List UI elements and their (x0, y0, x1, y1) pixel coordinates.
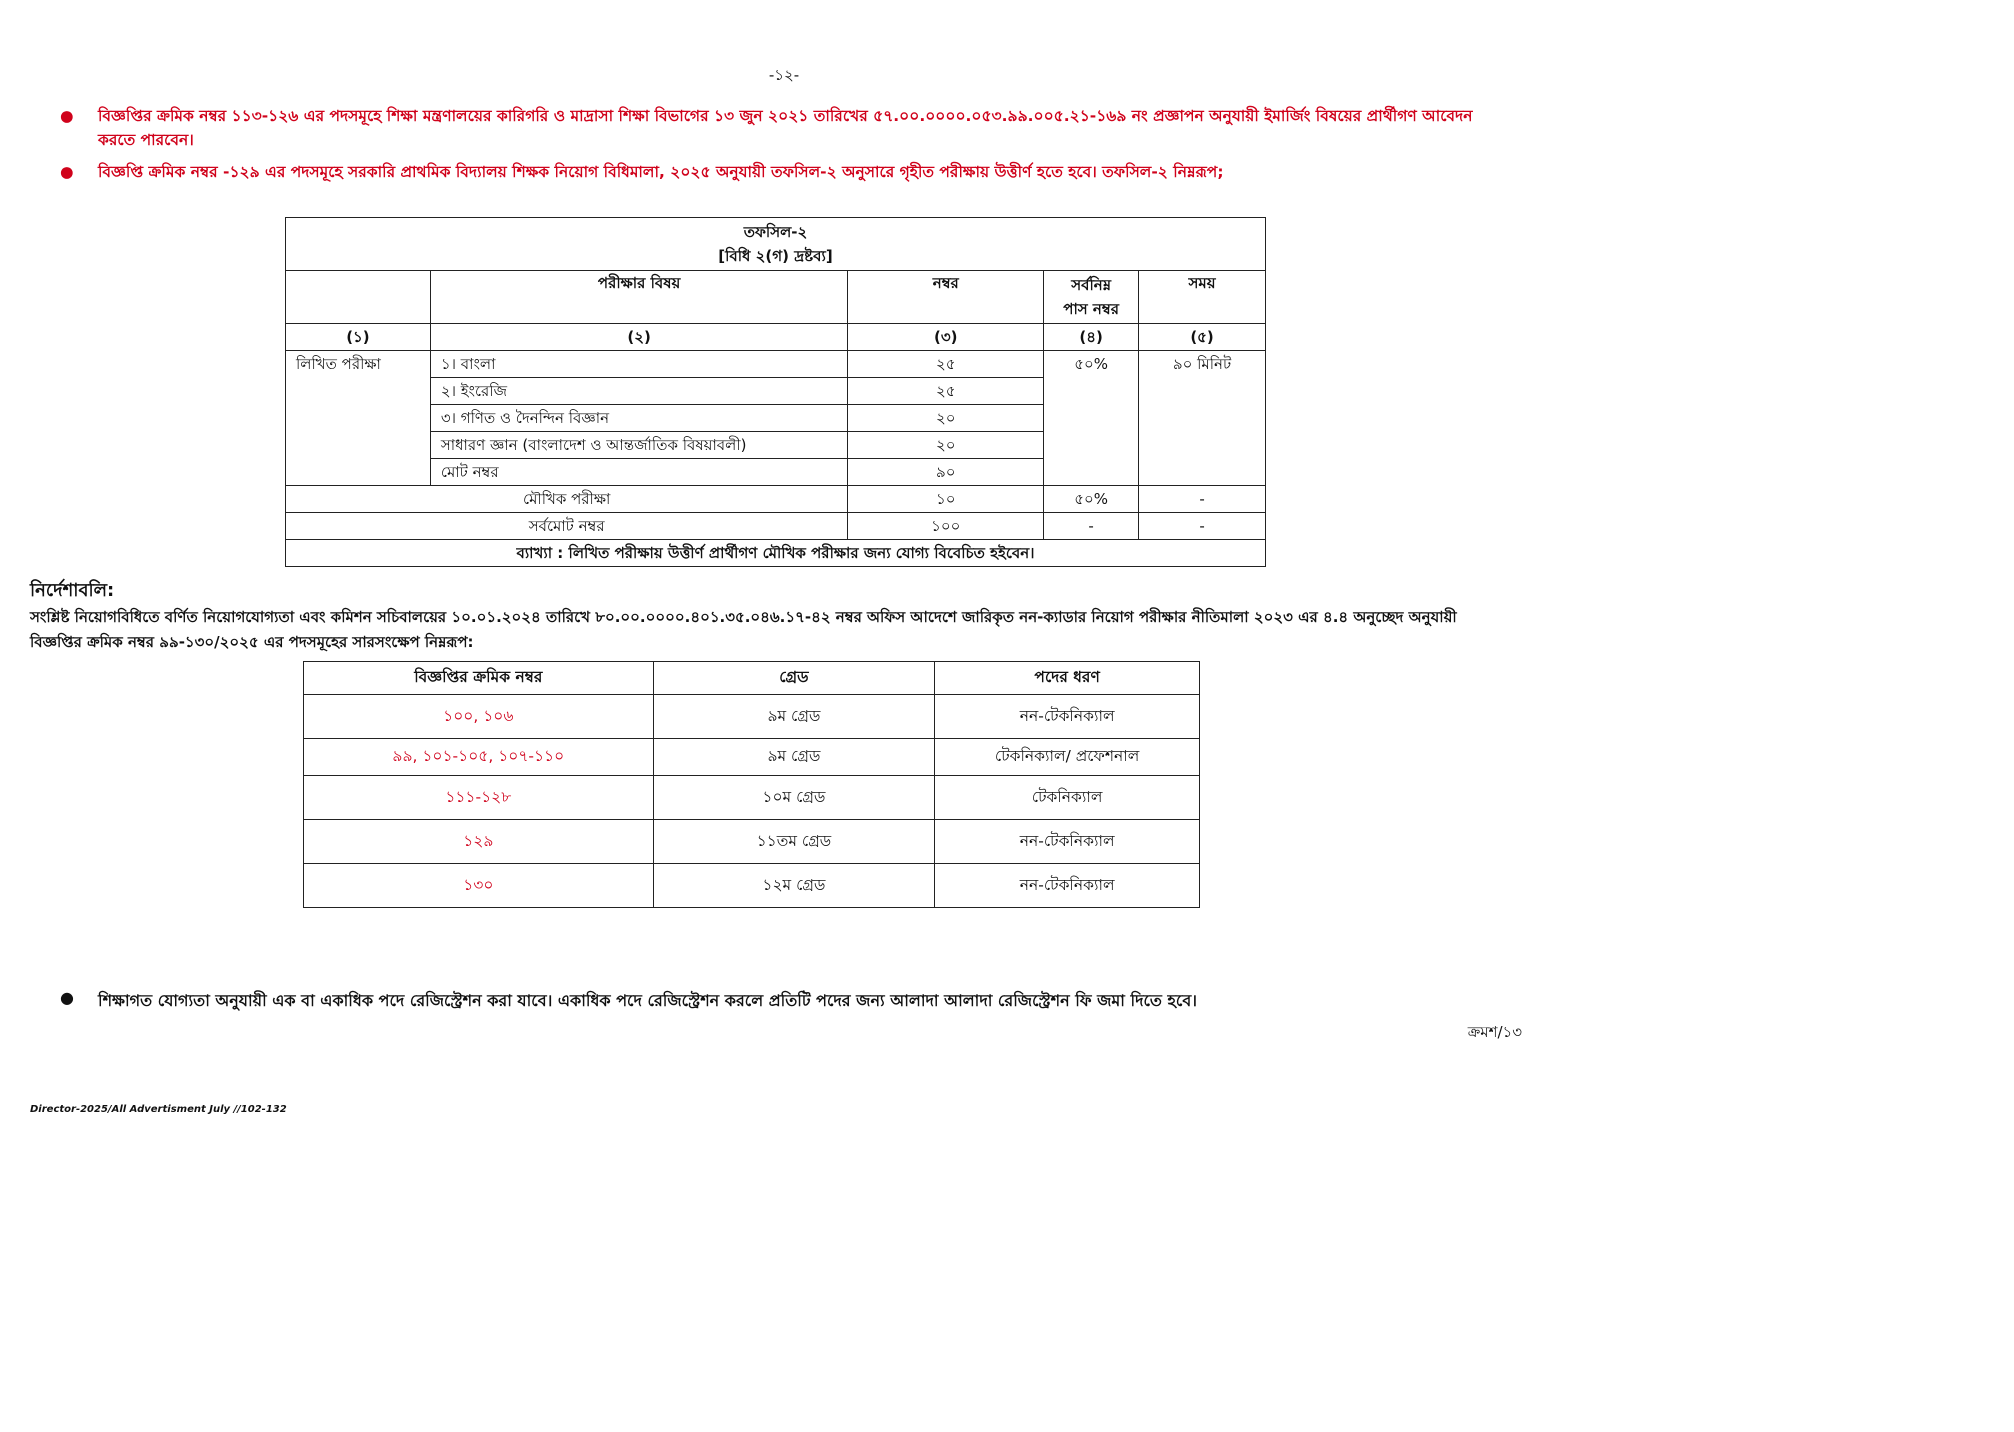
schedule-table (285, 217, 1266, 567)
oral-exam-label: মৌখিক পরীক্ষা (286, 486, 848, 513)
marks-cell: ১০০ (848, 513, 1044, 540)
table-header-cell: পদের ধরণ (935, 662, 1200, 695)
total-pass-mark: - (1044, 513, 1139, 540)
header-line: সর্বনিম্ন (1071, 276, 1112, 294)
bullet-dot-icon: ● (60, 988, 74, 1007)
grade-cell: ১২ম গ্রেড (653, 864, 935, 908)
schedule-title: তফসিল-২ (743, 223, 808, 241)
post-type-cell: নন-টেকনিক্যাল (935, 695, 1200, 739)
column-number: (২) (430, 324, 848, 351)
table-row (304, 820, 1200, 864)
bullet-dot-icon: ● (60, 107, 74, 125)
bullet-item-schedule (60, 160, 1500, 184)
post-type-cell: নন-টেকনিক্যাল (935, 864, 1200, 908)
subject-cell: ৩। গণিত ও দৈনন্দিন বিজ্ঞান (430, 405, 848, 432)
column-number: (৫) (1139, 324, 1266, 351)
written-pass-mark: ৫০% (1044, 351, 1139, 486)
column-number-row (286, 324, 1266, 351)
grade-cell: ৯ম গ্রেড (653, 695, 935, 739)
table-header-cell (1044, 271, 1139, 324)
total-time: - (1139, 513, 1266, 540)
table-row (304, 739, 1200, 776)
table-row (304, 695, 1200, 739)
continued-label: ক্রমশ/১৩ (1467, 1023, 1522, 1041)
table-row (304, 776, 1200, 820)
marks-cell: ২৫ (848, 378, 1044, 405)
schedule-title-row (286, 218, 1266, 271)
note-row (286, 540, 1266, 567)
footer-reference: Director-2025/All Advertisment July //102-132 (30, 1104, 287, 1115)
table-header-cell: সময় (1139, 271, 1266, 324)
summary-header-row (304, 662, 1200, 695)
oral-time: - (1139, 486, 1266, 513)
serial-cell: ৯৯, ১০১-১০৫, ১০৭-১১০ (304, 739, 654, 776)
schedule-title-cell (286, 218, 1266, 271)
post-type-cell: নন-টেকনিক্যাল (935, 820, 1200, 864)
serial-cell: ১৩০ (304, 864, 654, 908)
post-type-cell: টেকনিক্যাল (935, 776, 1200, 820)
schedule-header-row (286, 271, 1266, 324)
column-number: (৪) (1044, 324, 1139, 351)
schedule-note: ব্যাখ্যা : লিখিত পরীক্ষায় উত্তীর্ণ প্রার্থীগণ মৌখিক পরীক্ষার জন্য যোগ্য বিবেচিত হইবেন। (286, 540, 1266, 567)
total-label: সর্বমোট নম্বর (286, 513, 848, 540)
bullet-text: শিক্ষাগত যোগ্যতা অনুযায়ী এক বা একাধিক পদে রেজিস্ট্রেশন করা যাবে। একাধিক পদে রেজিস্ট্রেশন করলে প্রতিটি পদের জন্য আলাদা আলাদা রেজিস্ট্রেশন ফি জমা দিতে হবে। (98, 991, 1197, 1010)
written-exam-label: লিখিত পরীক্ষা (286, 351, 431, 486)
subject-cell: ২। ইংরেজি (430, 378, 848, 405)
table-header-cell: পরীক্ষার বিষয় (430, 271, 848, 324)
column-number: (৩) (848, 324, 1044, 351)
table-row (286, 486, 1266, 513)
grade-cell: ১১তম গ্রেড (653, 820, 935, 864)
subject-cell: সাধারণ জ্ঞান (বাংলাদেশ ও আন্তর্জাতিক বিষয়াবলী) (430, 432, 848, 459)
table-header-cell: নম্বর (848, 271, 1044, 324)
marks-cell: ২৫ (848, 351, 1044, 378)
serial-cell: ১২৯ (304, 820, 654, 864)
post-type-cell: টেকনিক্যাল/ প্রফেশনাল (935, 739, 1200, 776)
page-number: -১২- (768, 66, 800, 84)
subject-cell: মোট নম্বর (430, 459, 848, 486)
grade-cell: ৯ম গ্রেড (653, 739, 935, 776)
marks-cell: ১০ (848, 486, 1044, 513)
serial-cell: ১১১-১২৮ (304, 776, 654, 820)
schedule-subtitle: [বিধি ২(গ) দ্রষ্টব্য] (718, 247, 833, 265)
bullet-item-emerging (60, 104, 1500, 152)
bullet-item-registration (60, 988, 1500, 1015)
written-time: ৯০ মিনিট (1139, 351, 1266, 486)
oral-pass-mark: ৫০% (1044, 486, 1139, 513)
table-row (286, 351, 1266, 378)
subject-cell: ১। বাংলা (430, 351, 848, 378)
header-line: পাস নম্বর (1063, 300, 1119, 318)
marks-cell: ২০ (848, 405, 1044, 432)
guidelines-body: সংশ্লিষ্ট নিয়োগবিধিতে বর্ণিত নিয়োগযোগ্যতা এবং কমিশন সচিবালয়ের ১০.০১.২০২৪ তারিখে ৮০.০০.০০০০.৪০১.৩৫.০৪৬.১৭-৪২ নম্বর অফিস আদেশে জারিকৃত নন-ক্যাডার নিয়োগ পরীক্ষার নীতিমালা ২০২৩ এর ৪.৪ অনুচ্ছেদ অনুযায়ী বিজ্ঞপ্তির ক্রমিক নম্বর ৯৯-১৩০/২০২৫ এর পদসমূহের সারসংক্ষেপ নিম্নরূপ: (30, 608, 1457, 651)
table-header-cell: গ্রেড (653, 662, 935, 695)
serial-cell: ১০০, ১০৬ (304, 695, 654, 739)
bullet-text: বিজ্ঞপ্তি ক্রমিক নম্বর -১২৯ এর পদসমূহে সরকারি প্রাথমিক বিদ্যালয় শিক্ষক নিয়োগ বিধিমালা, ২০২৫ অনুযায়ী তফসিল-২ অনুসারে গৃহীত পরীক্ষায় উত্তীর্ণ হতে হবে। তফসিল-২ নিম্নরূপ; (98, 163, 1224, 181)
guidelines-title: নির্দেশাবলি: (30, 580, 115, 601)
bullet-text: বিজ্ঞপ্তির ক্রমিক নম্বর ১১৩-১২৬ এর পদসমূহে শিক্ষা মন্ত্রণালয়ের কারিগরি ও মাদ্রাসা শিক্ষা বিভাগের ১৩ জুন ২০২১ তারিখের ৫৭.০০.০০০০.০৫৩.৯৯.০০৫.২১-১৬৯ নং প্রজ্ঞাপন অনুযায়ী ইমার্জিং বিষয়ের প্রার্থীগণ আবেদন করতে পারবেন। (98, 107, 1473, 149)
summary-table (303, 661, 1200, 908)
table-header-cell: বিজ্ঞপ্তির ক্রমিক নম্বর (304, 662, 654, 695)
column-number: (১) (286, 324, 431, 351)
marks-cell: ২০ (848, 432, 1044, 459)
bullet-dot-icon: ● (60, 163, 74, 181)
table-header-cell (286, 271, 431, 324)
table-row (304, 864, 1200, 908)
marks-cell: ৯০ (848, 459, 1044, 486)
table-row (286, 513, 1266, 540)
grade-cell: ১০ম গ্রেড (653, 776, 935, 820)
